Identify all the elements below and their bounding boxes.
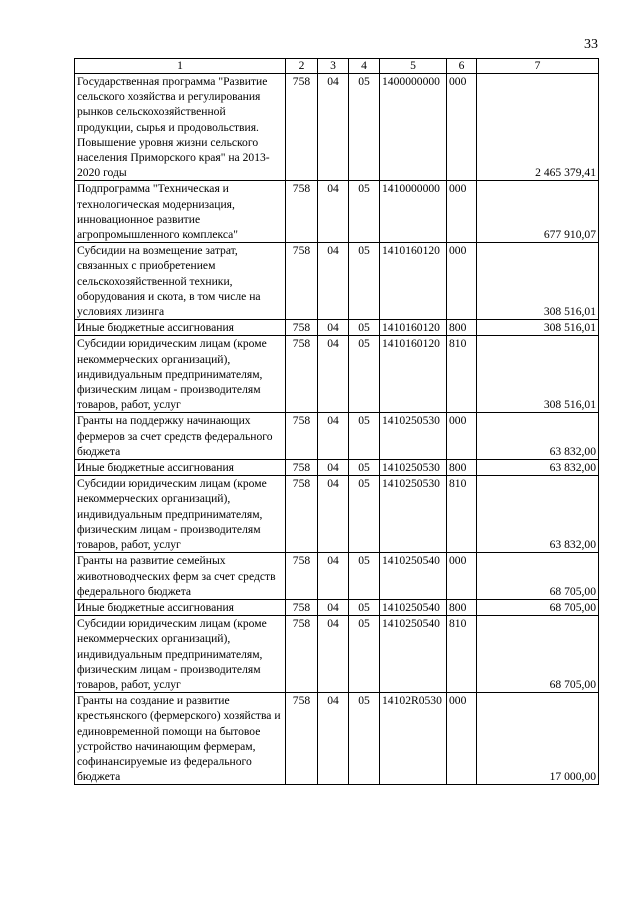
page-number: 33 bbox=[584, 37, 598, 52]
row-section-cell: 04 bbox=[318, 243, 349, 320]
row-target-article-cell: 1400000000 bbox=[380, 74, 447, 181]
table-row bbox=[75, 320, 599, 336]
row-subsection-cell: 05 bbox=[349, 693, 380, 785]
table-row bbox=[75, 693, 599, 785]
header-cell: 6 bbox=[447, 59, 477, 74]
row-section-cell: 04 bbox=[318, 599, 349, 615]
row-name-cell: Иные бюджетные ассигнования bbox=[75, 599, 286, 615]
row-expense-type-cell: 800 bbox=[447, 599, 477, 615]
row-expense-type-cell: 000 bbox=[447, 693, 477, 785]
row-amount-cell: 308 516,01 bbox=[477, 320, 599, 336]
row-target-article-cell: 1410250530 bbox=[380, 476, 447, 553]
table-row bbox=[75, 616, 599, 693]
row-amount-cell: 308 516,01 bbox=[477, 336, 599, 413]
row-admin-code-cell: 758 bbox=[286, 74, 318, 181]
row-amount-cell: 17 000,00 bbox=[477, 693, 599, 785]
row-admin-code-cell: 758 bbox=[286, 599, 318, 615]
row-subsection-cell: 05 bbox=[349, 413, 380, 460]
row-amount-cell: 63 832,00 bbox=[477, 476, 599, 553]
header-cell: 4 bbox=[349, 59, 380, 74]
row-amount-cell: 68 705,00 bbox=[477, 599, 599, 615]
row-amount-cell: 68 705,00 bbox=[477, 553, 599, 600]
row-name-cell: Государственная программа "Развитие сельского хозяйства и регулирования рынков сельскохозяйственной продукции, сырья и продовольствия. Повышение уровня жизни сельского населения Приморского края" на 2013-2020 годы bbox=[75, 74, 286, 181]
row-expense-type-cell: 000 bbox=[447, 74, 477, 181]
row-target-article-cell: 1410160120 bbox=[380, 243, 447, 320]
row-admin-code-cell: 758 bbox=[286, 413, 318, 460]
row-admin-code-cell: 758 bbox=[286, 616, 318, 693]
row-section-cell: 04 bbox=[318, 181, 349, 243]
row-expense-type-cell: 810 bbox=[447, 616, 477, 693]
row-name-cell: Субсидии юридическим лицам (кроме некоммерческих организаций), индивидуальным предпринимателям, физическим лицам - производителям товаров, работ, услуг bbox=[75, 336, 286, 413]
table-row bbox=[75, 599, 599, 615]
row-name-cell: Гранты на поддержку начинающих фермеров за счет средств федерального бюджета bbox=[75, 413, 286, 460]
row-subsection-cell: 05 bbox=[349, 599, 380, 615]
row-name-cell: Субсидии на возмещение затрат, связанных с приобретением сельскохозяйственной техники, оборудования и скота, в том числе на условиях лизинга bbox=[75, 243, 286, 320]
row-amount-cell: 68 705,00 bbox=[477, 616, 599, 693]
table-row bbox=[75, 413, 599, 460]
row-target-article-cell: 1410250540 bbox=[380, 599, 447, 615]
row-admin-code-cell: 758 bbox=[286, 320, 318, 336]
row-admin-code-cell: 758 bbox=[286, 693, 318, 785]
row-expense-type-cell: 800 bbox=[447, 320, 477, 336]
row-expense-type-cell: 000 bbox=[447, 553, 477, 600]
row-target-article-cell: 1410250530 bbox=[380, 413, 447, 460]
row-subsection-cell: 05 bbox=[349, 243, 380, 320]
header-cell: 3 bbox=[318, 59, 349, 74]
table-row bbox=[75, 553, 599, 600]
table-row bbox=[75, 476, 599, 553]
row-subsection-cell: 05 bbox=[349, 460, 380, 476]
row-admin-code-cell: 758 bbox=[286, 553, 318, 600]
table-row bbox=[75, 336, 599, 413]
row-name-cell: Гранты на создание и развитие крестьянского (фермерского) хозяйства и единовременной помощи на бытовое устройство начинающим фермерам, софинансируемые из федерального бюджета bbox=[75, 693, 286, 785]
row-admin-code-cell: 758 bbox=[286, 476, 318, 553]
row-expense-type-cell: 800 bbox=[447, 460, 477, 476]
row-expense-type-cell: 000 bbox=[447, 181, 477, 243]
row-target-article-cell: 1410000000 bbox=[380, 181, 447, 243]
row-name-cell: Подпрограмма "Техническая и технологическая модернизация, инновационное развитие агропромышленного комплекса" bbox=[75, 181, 286, 243]
row-target-article-cell: 1410250540 bbox=[380, 616, 447, 693]
table-row bbox=[75, 74, 599, 181]
row-section-cell: 04 bbox=[318, 74, 349, 181]
row-subsection-cell: 05 bbox=[349, 74, 380, 181]
row-expense-type-cell: 810 bbox=[447, 336, 477, 413]
row-subsection-cell: 05 bbox=[349, 553, 380, 600]
row-section-cell: 04 bbox=[318, 460, 349, 476]
row-section-cell: 04 bbox=[318, 616, 349, 693]
row-target-article-cell: 1410160120 bbox=[380, 320, 447, 336]
row-section-cell: 04 bbox=[318, 336, 349, 413]
row-admin-code-cell: 758 bbox=[286, 243, 318, 320]
row-target-article-cell: 1410160120 bbox=[380, 336, 447, 413]
row-amount-cell: 63 832,00 bbox=[477, 413, 599, 460]
header-cell: 2 bbox=[286, 59, 318, 74]
row-name-cell: Субсидии юридическим лицам (кроме некоммерческих организаций), индивидуальным предпринимателям, физическим лицам - производителям товаров, работ, услуг bbox=[75, 476, 286, 553]
row-subsection-cell: 05 bbox=[349, 476, 380, 553]
row-amount-cell: 677 910,07 bbox=[477, 181, 599, 243]
row-expense-type-cell: 000 bbox=[447, 243, 477, 320]
row-name-cell: Иные бюджетные ассигнования bbox=[75, 320, 286, 336]
row-target-article-cell: 14102R0530 bbox=[380, 693, 447, 785]
header-cell: 1 bbox=[75, 59, 286, 74]
row-name-cell: Гранты на развитие семейных животноводческих ферм за счет средств федерального бюджета bbox=[75, 553, 286, 600]
budget-table bbox=[74, 58, 599, 785]
table-row bbox=[75, 243, 599, 320]
row-section-cell: 04 bbox=[318, 413, 349, 460]
header-cell: 5 bbox=[380, 59, 447, 74]
row-section-cell: 04 bbox=[318, 476, 349, 553]
row-target-article-cell: 1410250540 bbox=[380, 553, 447, 600]
row-expense-type-cell: 000 bbox=[447, 413, 477, 460]
row-section-cell: 04 bbox=[318, 320, 349, 336]
row-subsection-cell: 05 bbox=[349, 616, 380, 693]
row-section-cell: 04 bbox=[318, 553, 349, 600]
row-expense-type-cell: 810 bbox=[447, 476, 477, 553]
row-amount-cell: 308 516,01 bbox=[477, 243, 599, 320]
row-admin-code-cell: 758 bbox=[286, 336, 318, 413]
table-row bbox=[75, 460, 599, 476]
table-header-row bbox=[75, 59, 599, 74]
row-admin-code-cell: 758 bbox=[286, 460, 318, 476]
row-amount-cell: 2 465 379,41 bbox=[477, 74, 599, 181]
row-admin-code-cell: 758 bbox=[286, 181, 318, 243]
header-cell: 7 bbox=[477, 59, 599, 74]
row-name-cell: Субсидии юридическим лицам (кроме некоммерческих организаций), индивидуальным предпринимателям, физическим лицам - производителям товаров, работ, услуг bbox=[75, 616, 286, 693]
table-row bbox=[75, 181, 599, 243]
row-subsection-cell: 05 bbox=[349, 336, 380, 413]
row-target-article-cell: 1410250530 bbox=[380, 460, 447, 476]
row-amount-cell: 63 832,00 bbox=[477, 460, 599, 476]
row-section-cell: 04 bbox=[318, 693, 349, 785]
row-name-cell: Иные бюджетные ассигнования bbox=[75, 460, 286, 476]
row-subsection-cell: 05 bbox=[349, 181, 380, 243]
row-subsection-cell: 05 bbox=[349, 320, 380, 336]
